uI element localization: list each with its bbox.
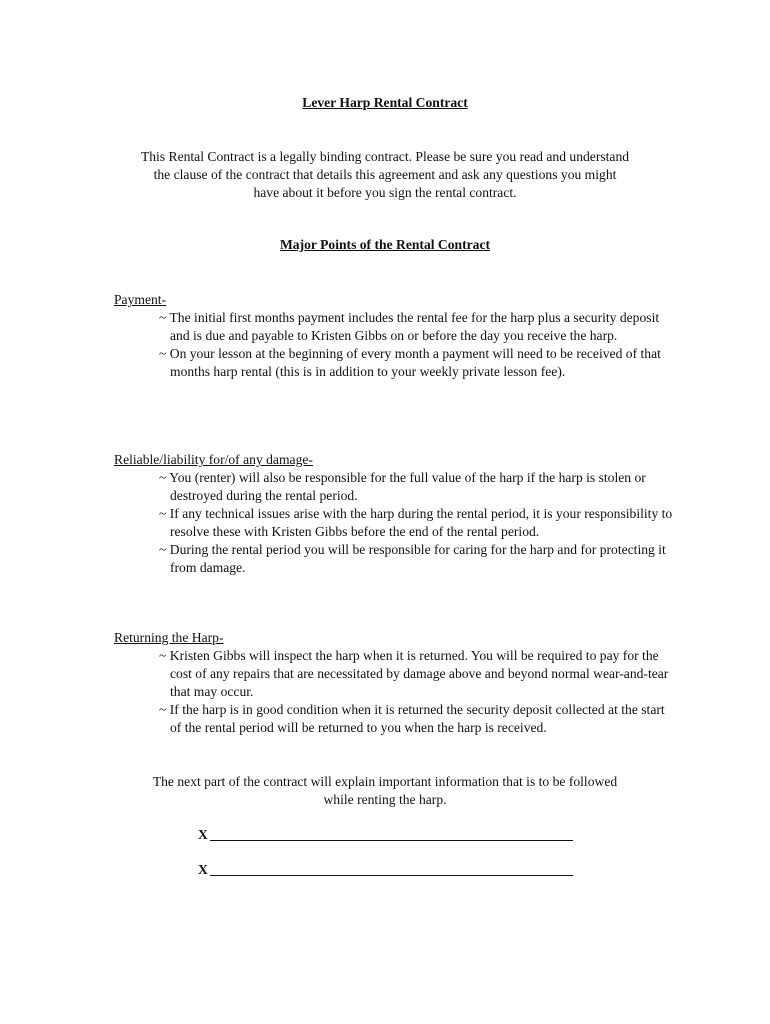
intro-paragraph [110, 148, 660, 202]
section-heading-liability: Reliable/liability for/of any damage- [114, 452, 313, 467]
closing-paragraph [110, 773, 660, 809]
intro-line: This Rental Contract is a legally binding contract. Please be sure you read and understand [140, 149, 630, 164]
section-list [114, 647, 674, 737]
section-list [114, 469, 674, 577]
section-liability [114, 451, 674, 577]
signature-underline [210, 875, 573, 876]
signature-underline [210, 840, 573, 841]
closing-line: while renting the harp. [323, 792, 447, 807]
signature-line[interactable] [198, 826, 573, 844]
section-title-major-points: Major Points of the Rental Contract [279, 237, 491, 252]
list-item: ~ Kristen Gibbs will inspect the harp when it is returned. You will be required to pay for the cost of any repairs that are necessitated by damage above and beyond normal wear-and-tear that may occur. [159, 648, 669, 699]
list-item: ~ You (renter) will also be responsible for the full value of the harp if the harp is stolen or destroyed during the rental period. [159, 470, 646, 503]
list-item: ~ During the rental period you will be responsible for caring for the harp and for protecting it from damage. [159, 542, 666, 575]
signature-mark: X [198, 827, 208, 842]
closing-line: The next part of the contract will explain important information that is to be followed [152, 774, 618, 789]
section-returning [114, 629, 674, 737]
intro-line: the clause of the contract that details this agreement and ask any questions you might [153, 167, 617, 182]
section-list [114, 309, 674, 381]
document-title: Lever Harp Rental Contract [302, 95, 468, 110]
list-item: ~ The initial first months payment includes the rental fee for the harp plus a security deposit and is due and payable to Kristen Gibbs on or before the day you receive the harp. [159, 310, 660, 343]
section-payment [114, 291, 674, 381]
intro-line: have about it before you sign the rental contract. [253, 185, 517, 200]
signature-mark: X [198, 862, 208, 877]
section-heading-returning: Returning the Harp- [114, 630, 224, 645]
list-item: ~ If any technical issues arise with the harp during the rental period, it is your responsibility to resolve these with Kristen Gibbs before the end of the rental period. [159, 506, 673, 539]
list-item: ~ If the harp is in good condition when it is returned the security deposit collected at the start of the rental period will be returned to you when the harp is received. [159, 702, 665, 735]
section-heading-payment: Payment- [114, 292, 167, 307]
signature-line[interactable] [198, 861, 573, 879]
list-item: ~ On your lesson at the beginning of every month a payment will need to be received of that months harp rental (this is in addition to your weekly private lesson fee). [159, 346, 661, 379]
